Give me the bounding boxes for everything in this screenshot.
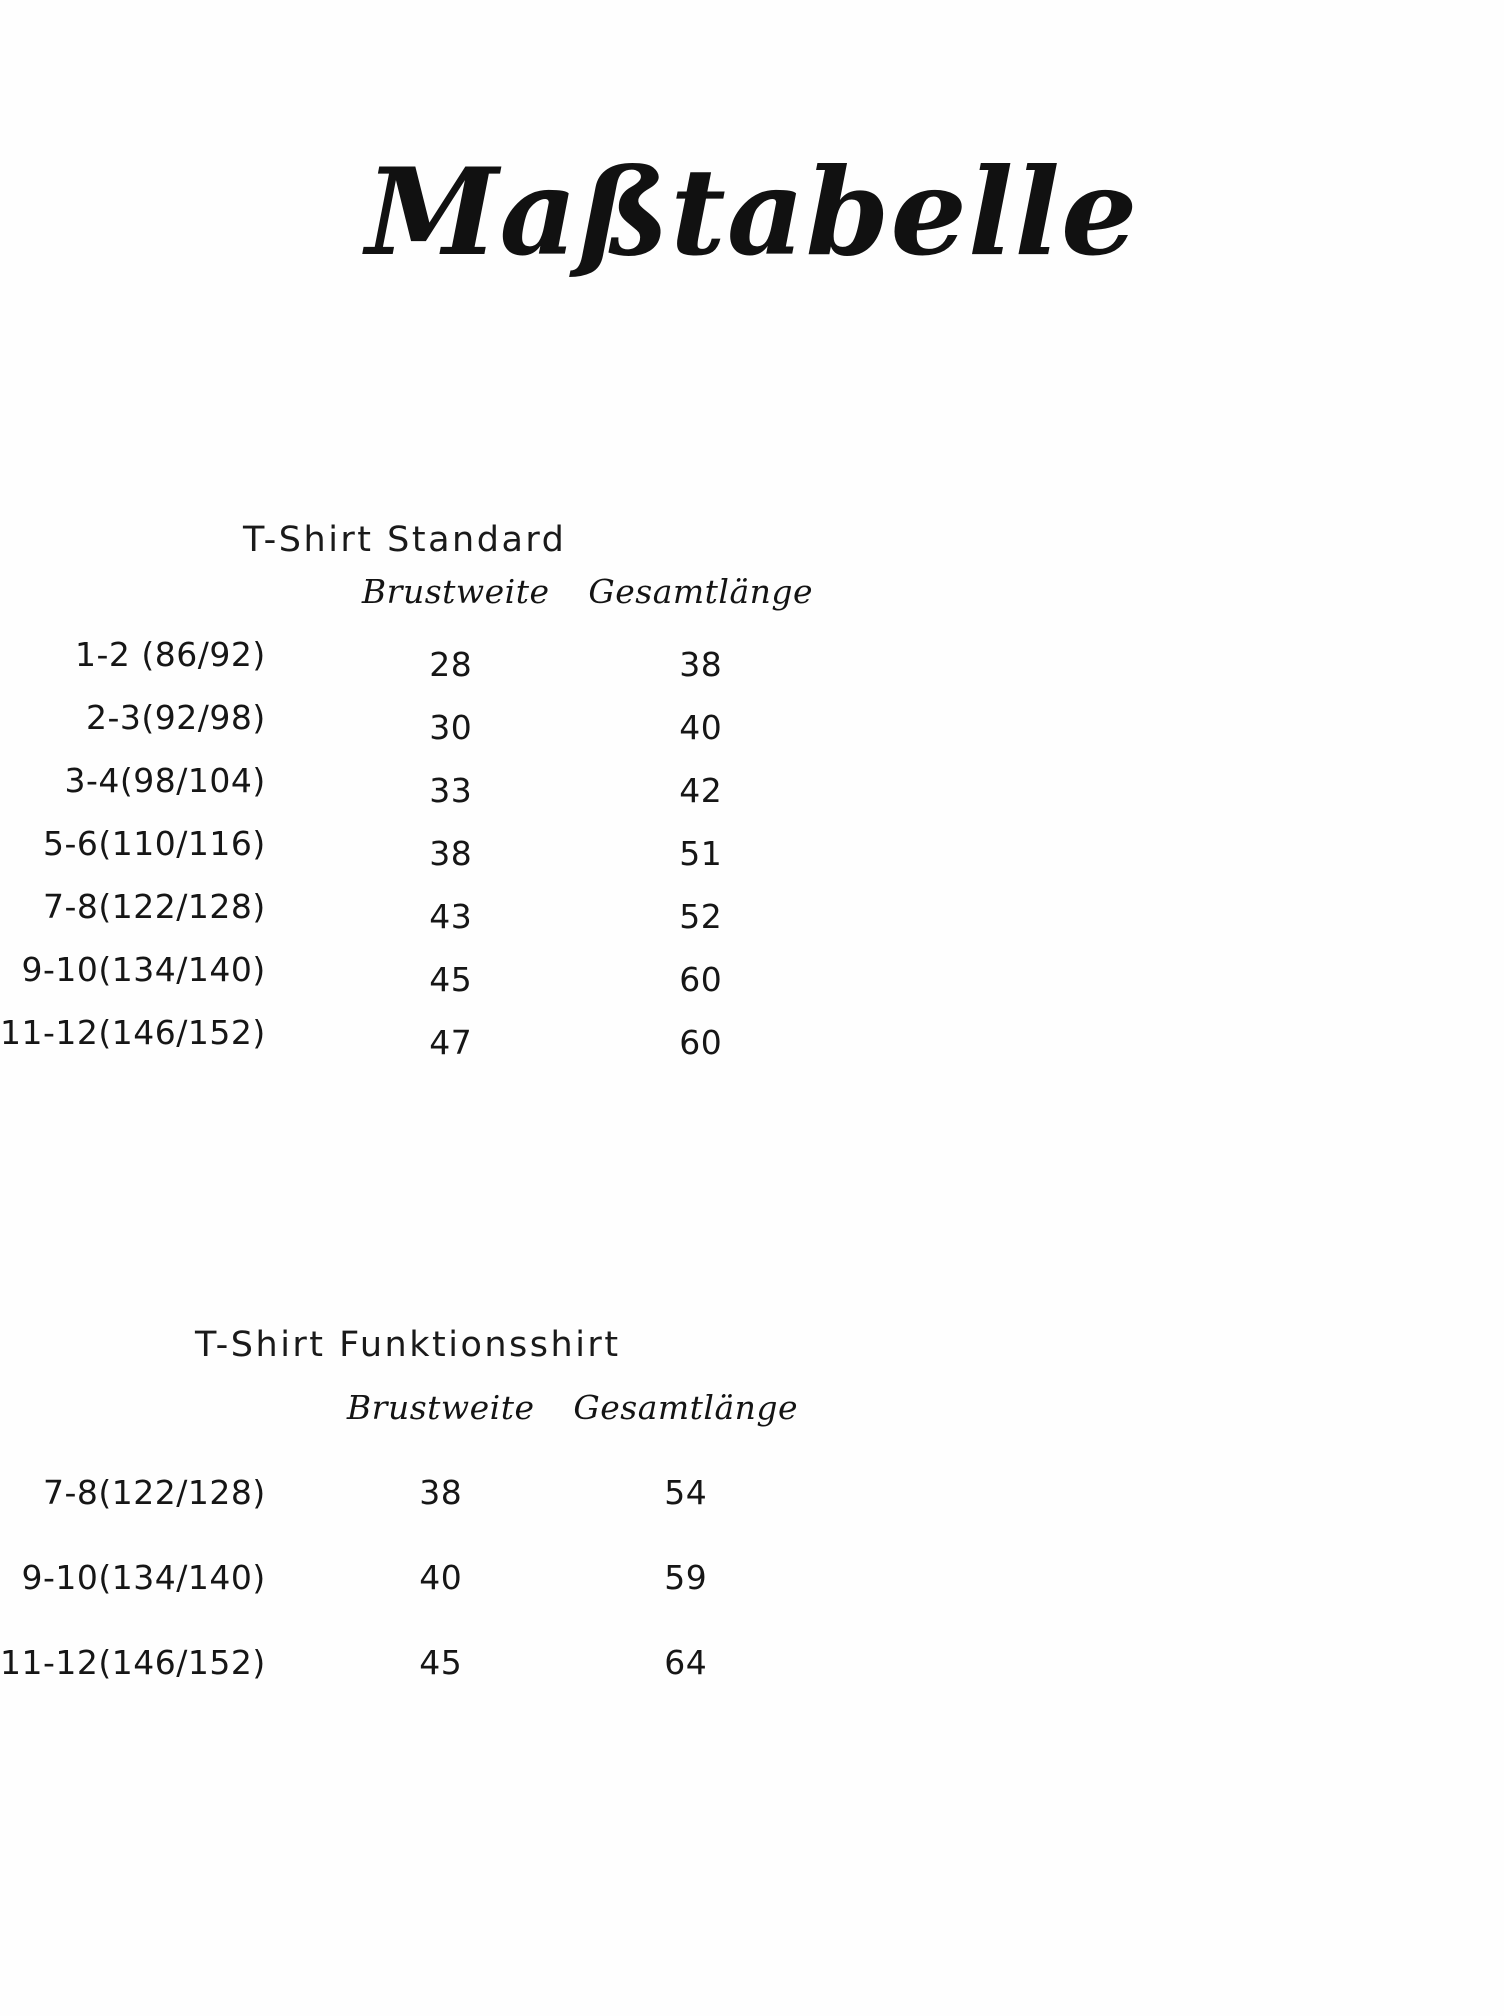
cell-length: 51 xyxy=(679,834,723,873)
page-title: Maßtabelle xyxy=(365,142,1139,283)
size-table-standard xyxy=(0,560,826,1064)
column-header-chest: Brustweite xyxy=(346,1388,535,1427)
table-row xyxy=(0,1620,811,1705)
cell-size: 7-8(122/128) xyxy=(42,887,266,926)
table-body xyxy=(0,1450,811,1705)
section-heading: T-Shirt Funktionsshirt xyxy=(195,1325,621,1365)
cell-chest: 28 xyxy=(429,645,473,684)
cell-length: 59 xyxy=(664,1558,708,1597)
cell-length: 64 xyxy=(664,1643,708,1682)
cell-size: 7-8(122/128) xyxy=(42,1473,266,1512)
cell-size: 1-2 (86/92) xyxy=(74,635,266,674)
cell-size: 2-3(92/98) xyxy=(85,698,266,737)
cell-chest: 33 xyxy=(429,771,473,810)
cell-chest: 38 xyxy=(419,1473,463,1512)
cell-size: 11-12(146/152) xyxy=(0,1643,266,1682)
table-header xyxy=(0,1365,811,1450)
cell-chest: 43 xyxy=(429,897,473,936)
section-heading: T-Shirt Standard xyxy=(243,520,567,560)
cell-chest: 30 xyxy=(429,708,473,747)
cell-size: 9-10(134/140) xyxy=(21,950,266,989)
cell-size: 3-4(98/104) xyxy=(64,761,266,800)
cell-length: 42 xyxy=(679,771,723,810)
table-row xyxy=(0,749,826,812)
cell-chest: 38 xyxy=(429,834,473,873)
table-row xyxy=(0,686,826,749)
cell-size: 5-6(110/116) xyxy=(42,824,266,863)
table-row xyxy=(0,623,826,686)
table-row xyxy=(0,1001,826,1064)
size-table-funktionsshirt xyxy=(0,1365,811,1705)
section-tshirt-funktionsshirt xyxy=(0,1325,1504,1705)
column-header-size xyxy=(0,560,326,623)
table-header xyxy=(0,560,826,623)
column-header-size xyxy=(0,1365,321,1450)
table-row xyxy=(0,1450,811,1535)
cell-chest: 45 xyxy=(419,1643,463,1682)
cell-length: 40 xyxy=(679,708,723,747)
cell-chest: 45 xyxy=(429,960,473,999)
column-header-length: Gesamtlänge xyxy=(573,1388,799,1427)
table-row xyxy=(0,812,826,875)
table-row xyxy=(0,1535,811,1620)
cell-length: 60 xyxy=(679,960,723,999)
cell-size: 11-12(146/152) xyxy=(0,1013,266,1052)
column-header-length: Gesamtlänge xyxy=(588,572,814,611)
table-header-row xyxy=(0,1365,811,1450)
section-tshirt-standard xyxy=(0,520,1504,1064)
cell-length: 52 xyxy=(679,897,723,936)
cell-chest: 40 xyxy=(419,1558,463,1597)
table-header-row xyxy=(0,560,826,623)
cell-length: 60 xyxy=(679,1023,723,1062)
cell-length: 54 xyxy=(664,1473,708,1512)
column-header-chest: Brustweite xyxy=(361,572,550,611)
table-body xyxy=(0,623,826,1064)
table-row xyxy=(0,938,826,1001)
cell-size: 9-10(134/140) xyxy=(21,1558,266,1597)
cell-chest: 47 xyxy=(429,1023,473,1062)
cell-length: 38 xyxy=(679,645,723,684)
table-row xyxy=(0,875,826,938)
